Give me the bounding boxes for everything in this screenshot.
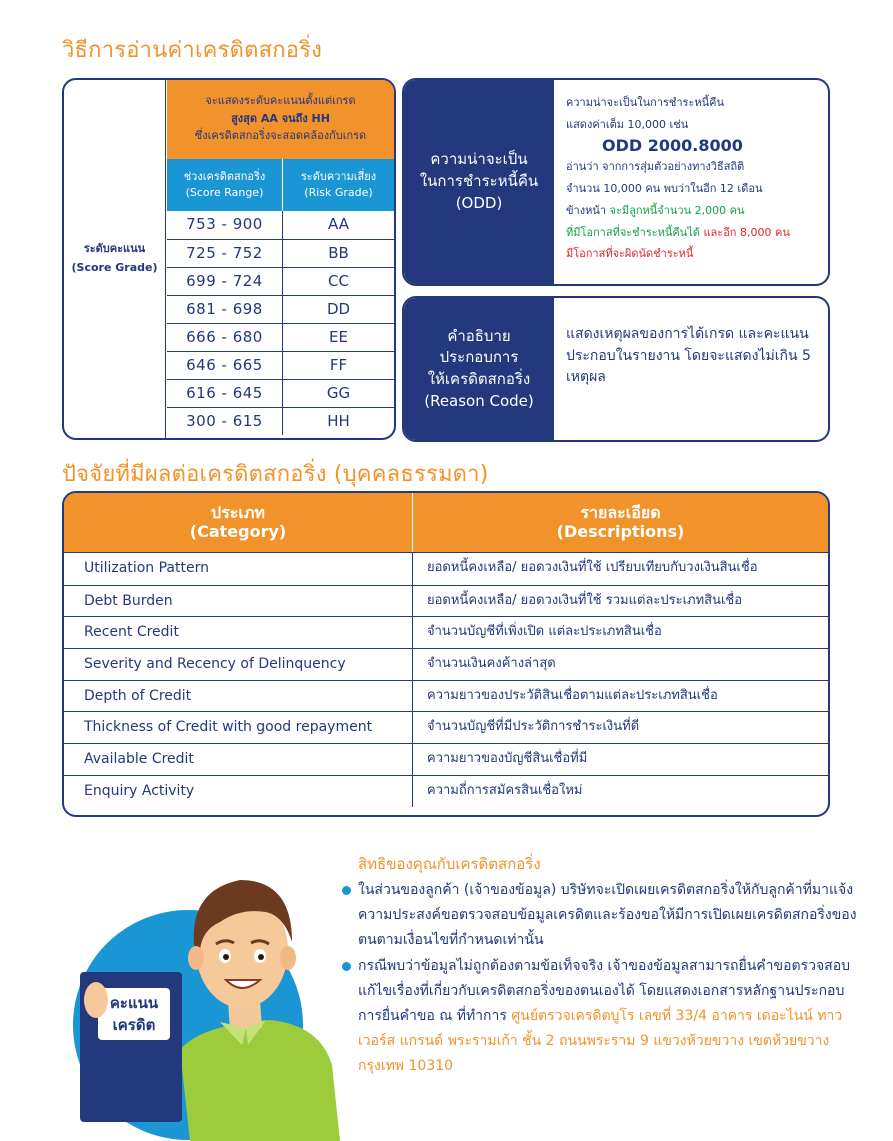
factor-category: Depth of Credit [64, 681, 413, 712]
pupil-left [223, 954, 229, 960]
factor-category: Utilization Pattern [64, 553, 413, 585]
table-row [64, 616, 828, 648]
table-row [167, 323, 394, 351]
section-heading-factors: ปัจจัยที่มีผลต่อเครดิตสกอริ่ง (บุคคลธรรมดา) [62, 462, 489, 487]
factor-description: จำนวนบัญชีที่มีประวัติการชำระเงินที่ดี [427, 719, 640, 735]
reason-title-line: ให้เครดิตสกอริ่ง [427, 370, 531, 388]
table-row [64, 711, 828, 743]
rights-bullet-text: กรณีพบว่าข้อมูลไม่ถูกต้องตามข้อเท็จจริง เจ้าของข้อมูลสามารถยื่นคำขอตรวจสอบแก้ไขเรื่องที่เกี่ยวกับเครดิตสกอริ่งของตนเองได้ โดยแสดงเอกสารหลักฐานประกอบการยื่นคำขอ ณ ที่ทำการ [358, 957, 850, 1025]
odd-text-green: จะมีลูกหนี้จำนวน 2,000 คน [609, 203, 745, 217]
risk-grade: GG [326, 384, 351, 402]
section-heading-reading: วิธีการอ่านค่าเครดิตสกอริ่ง [62, 38, 323, 63]
factor-category: Debt Burden [64, 586, 413, 617]
odd-title-line: ความน่าจะเป็น [430, 150, 528, 169]
factor-description: ความยาวของประวัติสินเชื่อตามแต่ละประเภทสินเชื่อ [427, 687, 718, 703]
table-row [167, 351, 394, 379]
risk-grade: FF [329, 356, 348, 374]
table-row [64, 743, 828, 775]
factor-category: Enquiry Activity [64, 776, 413, 807]
score-card-text: คะแนน [109, 994, 159, 1012]
reason-title [404, 298, 554, 440]
risk-grade-header [283, 159, 394, 211]
table-row [64, 648, 828, 680]
risk-grade: HH [327, 412, 350, 430]
header-text: (Risk Grade) [304, 186, 373, 199]
score-card-text: เครดิต [112, 1016, 156, 1034]
risk-grade: BB [328, 244, 349, 262]
rights-bullet [340, 878, 860, 954]
odd-title [404, 80, 554, 284]
score-range: 725 - 752 [167, 240, 283, 267]
score-range-header [167, 159, 283, 211]
score-grade-label-th: ระดับคะแนน [83, 242, 146, 256]
header-text: (Descriptions) [556, 521, 685, 541]
header-text: ช่วงเครดิตสกอริ่ง [183, 169, 266, 183]
rights-bullet [340, 954, 860, 1080]
score-range: 681 - 698 [167, 296, 283, 323]
table-row [167, 379, 394, 407]
score-range: 646 - 665 [167, 352, 283, 379]
odd-title-line: ในการชำระหนี้คืน [419, 172, 539, 191]
table-row [167, 267, 394, 295]
odd-text: อ่านว่า จากการสุ่มตัวอย่างทางวิธีสถิติ [566, 160, 745, 174]
table-row [64, 680, 828, 712]
header-text: (Score Range) [185, 186, 264, 199]
rights-title: สิทธิของคุณกับเครดิตสกอริ่ง [358, 855, 541, 873]
header-text: (Category) [189, 521, 287, 541]
reason-title-line: คำอธิบาย [447, 326, 511, 345]
factor-description: จำนวนบัญชีที่เพิ่งเปิด แต่ละประเภทสินเชื่อ [427, 624, 662, 640]
bullet-dot [342, 962, 351, 971]
score-grade-label [64, 80, 166, 438]
ear-right [280, 946, 296, 970]
odd-text-part: ข้างหน้า [566, 203, 610, 217]
score-grade-table [62, 78, 396, 440]
score-rows [167, 211, 394, 438]
table-row [167, 295, 394, 323]
banner-line: ซึ่งเครดิตสกอริ่งจะสอดคล้องกับเกรด [194, 129, 367, 143]
odd-example: ODD 2000.8000 [602, 135, 743, 155]
banner-line-bold: สูงสุด AA จนถึง HH [231, 111, 330, 125]
factor-category: Recent Credit [64, 617, 413, 648]
factor-description: ความถี่การสมัครสินเชื่อใหม่ [427, 782, 583, 798]
risk-grade: CC [328, 272, 349, 290]
credit-bureau-address: ศูนย์ตรวจเครดิตบูโร เลขที่ 33/4 อาคาร เดอะไนน์ ทาวเวอร์ส แกรนด์ พระรามเก้า ชั้น 2 ถนนพระราม 9 แขวงห้วยขวาง เขตห้วยขวาง กรุงเทพ 10310 [358, 1008, 843, 1075]
risk-grade: EE [329, 328, 348, 346]
factor-description: ยอดหนี้คงเหลือ/ ยอดวงเงินที่ใช้ เปรียบเทียบกับวงเงินสินเชื่อ [427, 560, 758, 575]
table-row [167, 211, 394, 239]
description-header [413, 493, 828, 552]
odd-text-red: และอีก 8,000 คน [699, 225, 790, 239]
header-text: รายละเอียด [580, 503, 661, 523]
score-range: 666 - 680 [167, 324, 283, 351]
odd-text [566, 222, 818, 244]
reason-description: แสดงเหตุผลของการได้เกรด และคะแนนประกอบในรายงาน โดยจะแสดงไม่เกิน 5 เหตุผล [566, 326, 811, 386]
table-row [64, 585, 828, 617]
table-row [64, 775, 828, 807]
factor-category: Available Credit [64, 744, 413, 775]
table-row [64, 553, 828, 585]
table-row [167, 407, 394, 435]
score-range: 753 - 900 [167, 211, 283, 239]
score-range: 699 - 724 [167, 268, 283, 295]
pupil-right [258, 954, 264, 960]
risk-grade: AA [328, 215, 349, 233]
person-holding-card-illustration [70, 850, 340, 1141]
odd-text: จำนวน 10,000 คน พบว่าในอีก 12 เดือน [566, 182, 763, 196]
score-grade-banner [167, 80, 394, 159]
header-text: ประเภท [211, 503, 265, 523]
risk-grade: DD [326, 300, 351, 318]
factors-table [62, 491, 830, 817]
score-range: 300 - 615 [167, 408, 283, 435]
odd-text: แสดงค่าเต็ม 10,000 เช่น [566, 117, 689, 131]
odd-title-line: (ODD) [455, 193, 503, 212]
bullet-dot [342, 886, 351, 895]
odd-text: ความน่าจะเป็นในการชำระหนี้คืน [566, 96, 725, 109]
factor-category: Severity and Recency of Delinquency [64, 649, 413, 680]
factor-description: ความยาวของบัญชีสินเชื่อที่มี [427, 751, 588, 767]
odd-text-green: ที่มีโอกาสที่จะชำระหนี้คืนได้ [566, 225, 700, 239]
factors-rows [64, 552, 828, 807]
category-header [64, 493, 413, 552]
odd-box [402, 78, 830, 286]
factor-description: ยอดหนี้คงเหลือ/ ยอดวงเงินที่ใช้ รวมแต่ละประเภทสินเชื่อ [427, 592, 743, 608]
score-grade-label-en: (Score Grade) [71, 261, 158, 274]
factors-table-header [64, 493, 828, 552]
factor-category: Thickness of Credit with good repayment [64, 712, 413, 743]
reason-title-line: (Reason Code) [424, 391, 534, 410]
factor-description: จำนวนเงินคงค้างล่าสุด [427, 656, 556, 672]
score-table-header [167, 159, 394, 211]
hand-shape [84, 982, 108, 1018]
ear-left [188, 946, 204, 970]
rights-bullet-text: ในส่วนของลูกค้า (เจ้าของข้อมูล) บริษัทจะเปิดเผยเครดิตสกอริ่งให้กับลูกค้าที่มาแจ้งความประสงค์ขอตรวจสอบข้อมูลเครดิตและร้องขอให้มีการเปิดเผยเครดิตสกอริ่งของตนตามเงื่อนไขที่กำหนดเท่านั้น [358, 882, 857, 949]
odd-text [566, 200, 818, 222]
score-range: 616 - 645 [167, 380, 283, 407]
banner-line: จะแสดงระดับคะแนนตั้งแต่เกรด [205, 94, 356, 107]
shirt-shape [180, 1020, 340, 1141]
odd-description [566, 80, 818, 284]
reason-title-line: ประกอบการ [439, 348, 519, 367]
rights-section [340, 852, 860, 1080]
header-text: ระดับความเสี่ยง [300, 169, 377, 183]
table-row [167, 239, 394, 267]
odd-text-red: มีโอกาสที่จะผิดนัดชำระหนี้ [566, 247, 694, 261]
reason-code-box [402, 296, 830, 442]
